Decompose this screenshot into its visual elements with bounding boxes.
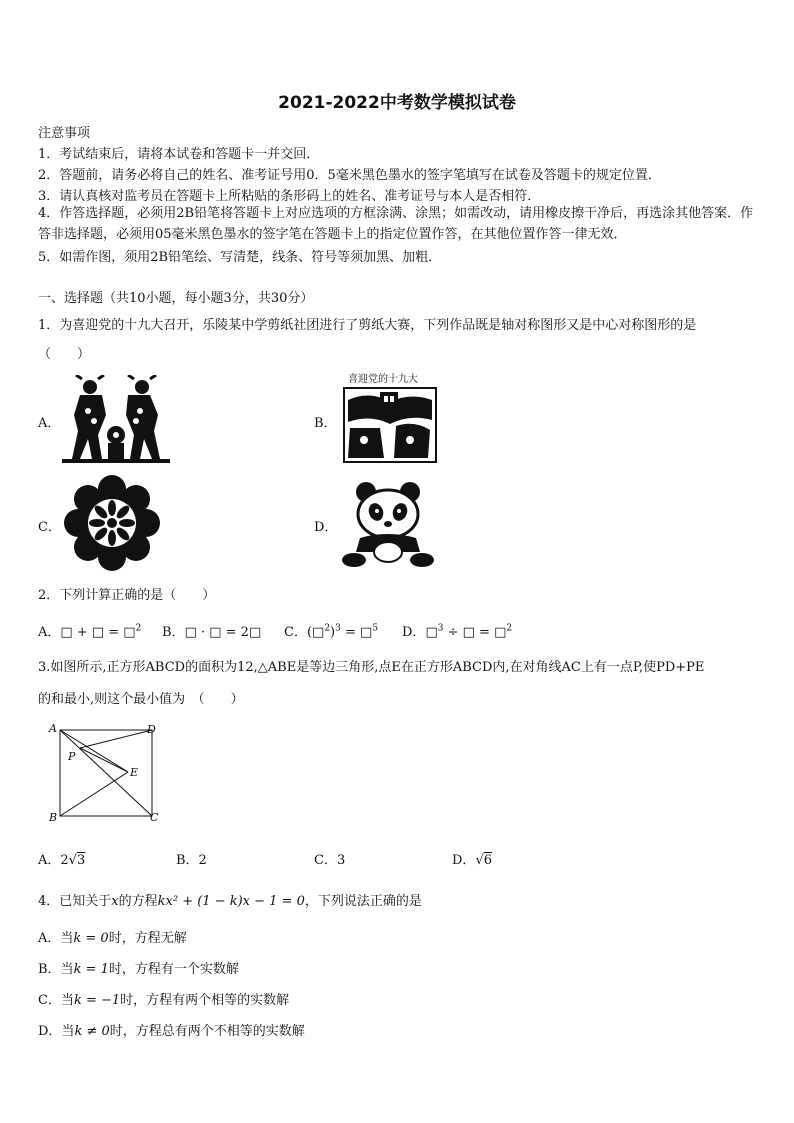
q2-stem: 2．下列计算正确的是（ ） bbox=[38, 588, 216, 603]
point-label-p: P bbox=[68, 750, 76, 763]
option-text: □ bbox=[425, 625, 438, 640]
q3-stem-line2: 的和最小,则这个最小值为 （ ） bbox=[38, 692, 244, 707]
option-label: B． bbox=[162, 625, 185, 640]
option-label: A． bbox=[38, 853, 61, 868]
q4-stem-text: 的方程 bbox=[118, 894, 158, 909]
q2-option-c: C．(□$^2$)$^3$ = □$^5$ bbox=[284, 623, 379, 640]
q2-option-a: A．□ + □ = □$^2$ bbox=[38, 623, 142, 640]
option-label: C． bbox=[284, 625, 307, 640]
option-label: B．当 bbox=[38, 962, 74, 977]
point-label-c: C bbox=[150, 811, 159, 824]
option-text: □ + □ = □ bbox=[60, 625, 136, 640]
q3-option-b: B．2 bbox=[176, 853, 207, 868]
option-condition: k ≠ 0 bbox=[74, 1024, 110, 1039]
party-papercut-image bbox=[340, 370, 440, 466]
option-text: (□ bbox=[306, 625, 325, 640]
notice-item: 2．答题前，请务必将自己的姓名、准考证号用0．5毫米黑色墨水的签字笔填写在试卷及答题卡的规定位置． bbox=[38, 168, 661, 183]
q4-option-a bbox=[38, 927, 187, 946]
notice-heading: 注意事项 bbox=[38, 126, 91, 141]
q4-stem-text: ，下列说法正确的是 bbox=[304, 894, 422, 909]
point-label-e: E bbox=[130, 766, 139, 779]
notice-item: 4．作答选择题，必须用2B铅笔将答题卡上对应选项的方框涂满、涂黑；如需改动，请用橡皮擦干净后，再选涂其他答案．作答非选择题，必须用05毫米黑色墨水的签字笔在答题卡上的指定位置作答，在其他位置作答一律无效． bbox=[38, 206, 754, 242]
q1-option-c-label: C． bbox=[38, 520, 61, 535]
section-heading: 一、选择题（共10小题，每小题3分，共30分） bbox=[38, 291, 314, 306]
q4-option-c bbox=[38, 989, 289, 1008]
option-text: 时，方程无解 bbox=[108, 931, 187, 946]
square-abcd-diagram bbox=[44, 720, 170, 826]
q4-option-b bbox=[38, 958, 239, 977]
option-text: 时，方程总有两个不相等的实数解 bbox=[109, 1024, 305, 1039]
option-text: 时，方程有两个相等的实数解 bbox=[120, 993, 290, 1008]
q4-option-d bbox=[38, 1020, 305, 1039]
option-text: □ · □ = 2□ bbox=[184, 625, 262, 640]
option-label: A． bbox=[38, 625, 61, 640]
option-label: D． bbox=[402, 625, 426, 640]
option-text: 时，方程有一个实数解 bbox=[108, 962, 239, 977]
flower-papercut-image bbox=[62, 473, 162, 573]
option-label: A．当 bbox=[38, 931, 74, 946]
option-coefficient: 2 bbox=[60, 853, 69, 868]
option-label: C．当 bbox=[38, 993, 74, 1008]
notice-item: 5．如需作图，须用2B铅笔绘、写清楚，线条、符号等须加黑、加粗． bbox=[38, 250, 442, 265]
notice-item: 1．考试结束后，请将本试卷和答题卡一并交回． bbox=[38, 147, 320, 162]
q3-option-c: C．3 bbox=[314, 853, 346, 868]
q2-option-b bbox=[162, 621, 261, 640]
option-radicand: 6 bbox=[483, 853, 493, 868]
deer-papercut-image bbox=[62, 375, 170, 465]
option-radicand: 3 bbox=[76, 853, 86, 868]
point-label-a: A bbox=[49, 722, 57, 735]
q4-stem-text: 4．已知关于 bbox=[38, 894, 112, 909]
option-label: D．当 bbox=[38, 1024, 75, 1039]
q3-option-a: A．2√3 bbox=[38, 853, 86, 868]
point-label-d: D bbox=[147, 723, 156, 736]
q3-option-d: D．√6 bbox=[452, 853, 493, 868]
q1-blank: （ ） bbox=[38, 347, 91, 362]
q3-stem-line1: 3.如图所示,正方形ABCD的面积为12,△ABE是等边三角形,点E在正方形ABCD内,在对角线AC上有一点P,使PD+PE bbox=[38, 660, 705, 675]
option-condition: k = 0 bbox=[73, 931, 109, 946]
option-condition: k = 1 bbox=[73, 962, 109, 977]
q1-stem: 1．为喜迎党的十九大召开，乐陵某中学剪纸社团进行了剪纸大赛，下列作品既是轴对称图形又是中心对称图形的是 bbox=[38, 318, 697, 333]
q4-equation: kx² + (1 − k)x − 1 = 0 bbox=[157, 894, 305, 909]
q1-option-a-label: A． bbox=[38, 416, 61, 431]
q4-stem-variable: x bbox=[111, 894, 119, 909]
q1-option-b-label: B． bbox=[314, 416, 337, 431]
papercut-inscription: 喜迎党的十九大 bbox=[348, 374, 418, 385]
notice-item: 3．请认真核对监考员在答题卡上所粘贴的条形码上的姓名、准考证号与本人是否相符． bbox=[38, 189, 541, 204]
q4-stem bbox=[38, 890, 422, 909]
option-label: D． bbox=[452, 853, 476, 868]
q1-option-d-label: D． bbox=[314, 520, 338, 535]
q2-option-d: D．□$^3$ ÷ □ = □$^2$ bbox=[402, 623, 513, 640]
option-condition: k = −1 bbox=[73, 993, 121, 1008]
panda-papercut-image bbox=[340, 480, 436, 568]
point-label-b: B bbox=[49, 811, 58, 824]
page-title: 2021-2022中考数学模拟试卷 bbox=[278, 93, 516, 113]
